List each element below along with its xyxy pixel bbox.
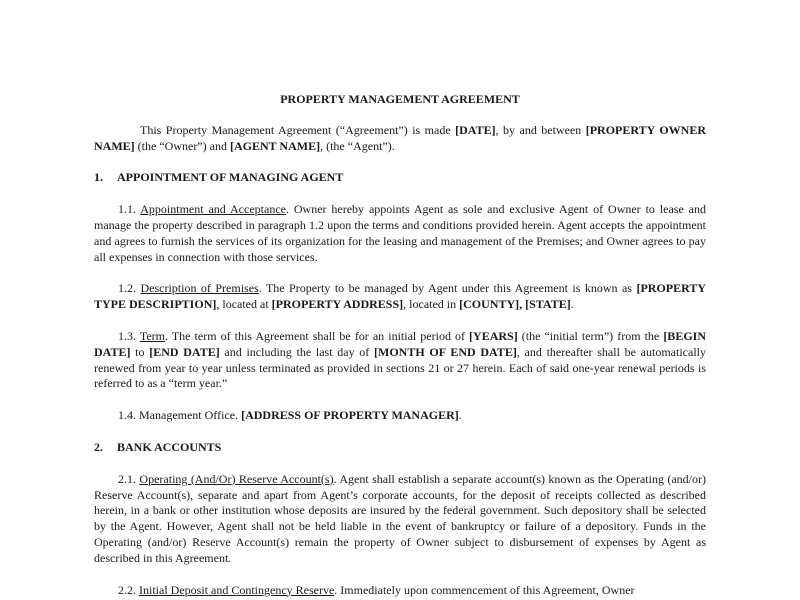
- years-placeholder: [YEARS]: [469, 328, 518, 343]
- paragraph-1-1: 1.1. Appointment and Acceptance. Owner hereby appoints Agent as sole and exclusive Agent of Owner to lease and manage the property described in paragraph 1.2 upon the terms and conditions provided herein. Agent accepts the appointment and agrees to furnish the services of its organization for the leasing and management of the Premises; and Owner agrees to pay all expenses in connection with those services.: [94, 202, 706, 264]
- property-type-placeholder: [PROPERTY TYPE DESCRIPTION]: [94, 281, 707, 312]
- paragraph-2-1-title: Operating (And/Or) Reserve Account(s): [139, 471, 334, 486]
- paragraph-1-1-title: Appointment and Acceptance: [140, 202, 286, 217]
- paragraph-2-2-title: Initial Deposit and Contingency Reserve: [139, 582, 335, 597]
- document-title: PROPERTY MANAGEMENT AGREEMENT: [280, 92, 520, 106]
- section-1-heading: 1. APPOINTMENT OF MANAGING AGENT: [94, 170, 344, 185]
- agent-name-placeholder: [AGENT NAME]: [229, 138, 321, 153]
- section-2-heading: 2. BANK ACCOUNTS: [94, 439, 222, 454]
- month-end-date-placeholder: [MONTH OF END DATE]: [374, 344, 517, 359]
- paragraph-1-4: 1.4. Management Office. [ADDRESS OF PROPERTY MANAGER].: [118, 408, 462, 423]
- end-date-placeholder: [END DATE]: [149, 344, 220, 359]
- paragraph-2-1: 2.1. Operating (And/Or) Reserve Account(s). Agent shall establish a separate account(s) known as the Operating (and/or) Reserve Account(s), separate and apart from Agent’s corporate accounts, for the deposit of receipts collected as described herein, in a bank or other institution whose deposits are insured by the federal government. Such depository shall be selected by the Agent. However, Agent shall not be held liable in the event of bankruptcy or failure of a depository. Funds in the Operating (and/or) Reserve Account(s) remain the property of Owner subject to disbursement of expenses by Agent as described in this Agreement.: [94, 471, 707, 565]
- paragraph-1-2-title: Description of Premises: [140, 281, 259, 296]
- paragraph-2-2: 2.2. Initial Deposit and Contingency Reserve. Immediately upon commencement of this Agreement, Owner: [118, 582, 635, 597]
- manager-address-placeholder: [ADDRESS OF PROPERTY MANAGER]: [241, 408, 459, 423]
- paragraph-1-2: 1.2. Description of Premises. The Property to be managed by Agent under this Agreement is known as [PROPERTY TYPE DESCRIPTION], located at [PROPERTY ADDRESS], located in [COUNTY], [STATE].: [94, 281, 707, 312]
- owner-name-placeholder: [PROPERTY OWNER NAME]: [94, 122, 706, 153]
- date-placeholder: [DATE]: [455, 122, 496, 137]
- county-state-placeholder: [COUNTY], [STATE]: [459, 297, 571, 312]
- paragraph-1-3-title: Term: [139, 328, 165, 343]
- begin-date-placeholder: [BEGIN DATE]: [94, 328, 706, 359]
- paragraph-1-3: 1.3. Term. The term of this Agreement shall be for an initial period of [YEARS] (the “initial term”) from the [BEGIN DATE] to [END DATE] and including the last day of [MONTH OF END DATE], and thereafter shall be automatically renewed from year to year unless terminated as provided in sections 21 or 27 herein. Each of said one-year renewal periods is referred to as a “term year.”: [94, 328, 706, 391]
- intro-paragraph: This Property Management Agreement (“Agreement”) is made [DATE], by and between [PROPERTY OWNER NAME] (the “Owner”) and [AGENT NAME], (the “Agent”).: [94, 122, 706, 153]
- property-address-placeholder: [PROPERTY ADDRESS]: [271, 297, 404, 312]
